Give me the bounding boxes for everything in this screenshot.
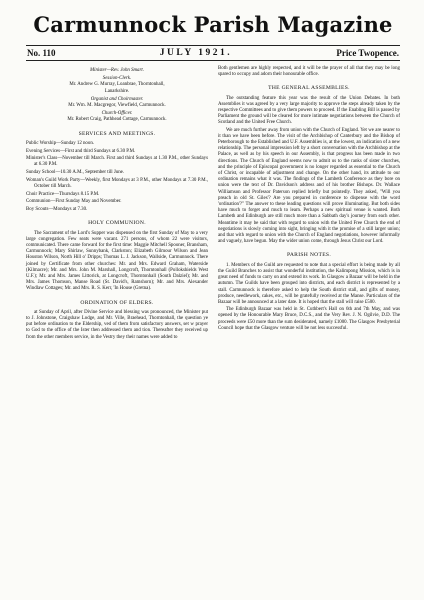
issue-month: JULY 1921. [159,48,233,58]
organist: Mr. Wm. M. Macgregor, Viewfield, Carmunnock. [68,103,166,109]
assemblies-heading: THE GENERAL ASSEMBLIES. [268,85,350,92]
masthead-title: Carmunnock Parish Magazine [33,12,393,37]
communion-heading: HOLY COMMUNION. [88,220,146,227]
service-item: Boy Scouts—Mondays at 7.30. [26,207,88,213]
session-clerk-title: Session-Clerk. [102,76,132,82]
session-clerk-place: Lanarkshire. [104,88,130,94]
elders-text: at Sunday of April, after Divine Service and blessing was pronounced, the Minister put to J. Johnstone, Craigshaw Lodge, and Mr. Ville, Braehead, Thorntonhall, the question ye put before ordination to the Eldership, ved of them from satisfactory answers, set w prayer to God to the office of the Ister then addressed them and tion. Thereafter they received up from the other members service, in the Vestry they their names were added to [26,309,208,340]
elders-heading: ORDINATION OF ELDERS. [80,299,154,306]
service-item: Communion—First Sunday May and November. [26,199,122,205]
service-item: Public Worship—Sunday 12 noon. [26,140,94,146]
session-clerk: Mr. Andrew G. Murray, Loanbrae, Thorntonhall, [69,82,165,88]
services-list [26,141,208,214]
columns [26,66,400,342]
issue-number: No. 110 [27,48,56,58]
service-item: Minister's Class—November till March. First and third Sundays at 1.30 P.M., other Sundays at 6.30 P.M. [26,156,208,168]
minister-line: Minister—Rev. John Smart. [90,68,144,73]
communion-text: The Sacrament of the Lord's Supper was dispensed on the first Sunday of May to a very large congregation. Few seats were vacant. 271 persons, of whom 22 were visitors, communicated. There came forward for the first time: Maggie Mitchell Spooner, Bransham, Carmunnock; Mary Shirlaw, Sunnybank, Clarkston; Elizabeth Gilmour Wilson and Jean Houston Wilson, North Hill o' Dripps; Thomas L. J. Jackson, Wallside, Carmunnock. There joined by Certificate from other churches: Mr. and Mrs. Edward Graham, Waterside (Kilmacre); Mr. and Mrs. John M. Marshall, Longcroft, Thorntonhall (Pollokshields West U.F.); Mr. and Mrs. James Littorick, at Longcroft, Thorntonhall (South Dalziel); Mr. and Mrs. James Thomson, Manse Road (St. David's, Ramshorn); Mr. and Mrs. Alexander Windlaw Cottages; Mr. and Mrs. R. S. Kerr, 'In House (Gretna). [26,230,208,292]
parish-notes-para-1: 1. Members of the Guild are requested to note that a special effort is being made by all the Guild Branches to assist that wonderful institution, the Kalimpong Mission, which is in great need of funds to carry on and extend its work. In Glasgow a Bazaar will be held in the autumn. The Guilds have been grouped into districts, and each district is represented by a stall. Carmunnock is therefore asked to help the South district stall, and gifts of money, produce, needlework, cakes, etc., will be gratefully received at the Manse. Particulars of the Bazaar will be announced at a later date. It is hoped that the stall will raise £500. [218,262,400,305]
elders-continued: Both gentlemen are highly respected, and it will be the prayer of all that they may be long spared to occupy and adorn their honourable office. [218,66,400,78]
assemblies-para-1: The outstanding feature this year was the result of the Union Debates. In both Assemblies it was agreed by a very large majority to approve the steps already taken by the respective Committees and to give them powers to proceed. If the Enabling Bill is passed by Parliament the ground will be cleared for more intimate negotiations between the Church of Scotland and the United Free Church. [218,95,400,126]
service-item: Sunday School—10.30 A.M., September till June. [26,170,125,176]
church-officer: Mr. Robert Craig, Pathhead Cottage, Carmunnock. [67,117,167,123]
church-officer-title: Church-Officer. [101,111,133,117]
assemblies-para-2: We are much further away from union with the Church of England. Yet we are nearer to it than we have been before. The visit of the Archbishop of Canterbury and the Bishop of Peterborough to the Established and U.F. Assemblies is, at the lowest, an indication of a new relationship. The personal impression left by a short conversation with the Archbishop at the Palace, as well as by his speech in our Assembly, is that progress has been made in two directions. The Church of England seems now to admit us to the ranks of sister churches, and the principle of Episcopal government is no longer regarded as essential to the Church of Christ, or incapable of adjustment and change. On the other hand, its attitude to our ordination remains what it was. The findings of the Lambeth Conference as they bore on union were the text of Dr. Davidson's address and of his brother Bishops. Dr. Wallace Williamson and Professor Paterson replied briefly but pointedly. They asked, "Will you preach in old St. Giles'? Are you prepared in conference to dispense with the word 'ordination'?" The answer to these leading questions will prove illuminating. But both sides have much to forget and much to learn. Perhaps a new spiritual venue is wanted. Both Lambeth and Edinburgh are still much more than a Sabbath day's journey from each other. Meantime it may be said that with regard to union with the United Free Church the end of negotiations is slowly coming into sight, bringing with it the promise of a still larger union; and that with regard to union with the Church of England negotiations, however informally and vaguely, have begun. May the wider union come, through Jesus Christ our Lord. [218,127,400,245]
service-item: Woman's Guild Work Party—Weekly, first Mondays at 3 P.M., other Mondays at 7.30 P.M., October till March. [26,177,208,190]
issue-bar [26,45,400,61]
organist-title: Organist and Choirmaster. [90,96,144,102]
service-item: Choir Practice—Thursdays 8.15 P.M. [26,191,100,197]
services-heading: SERVICES AND MEETINGS. [78,130,156,137]
right-column [218,66,400,342]
left-column [26,66,208,342]
parish-notes-para-2: The Edinburgh Bazaar was held in St. Cuthbert's Hall on 6th and 7th May, and was opened by the Honourable Mary Bruce, D.C.S., and the Very Rev. J. N. Ogilvie, D.D. The proceeds were £50 more than the sum desiderated, namely £1000. The Glasgow Presbyterial Council hope that the Glasgow venture will be not less successful. [218,307,400,331]
service-item: Evening Services—First and third Sundays at 6.30 P.M. [26,148,136,154]
parish-notes-heading: PARISH NOTES. [286,252,332,259]
issue-price: Price Twopence. [336,48,399,58]
